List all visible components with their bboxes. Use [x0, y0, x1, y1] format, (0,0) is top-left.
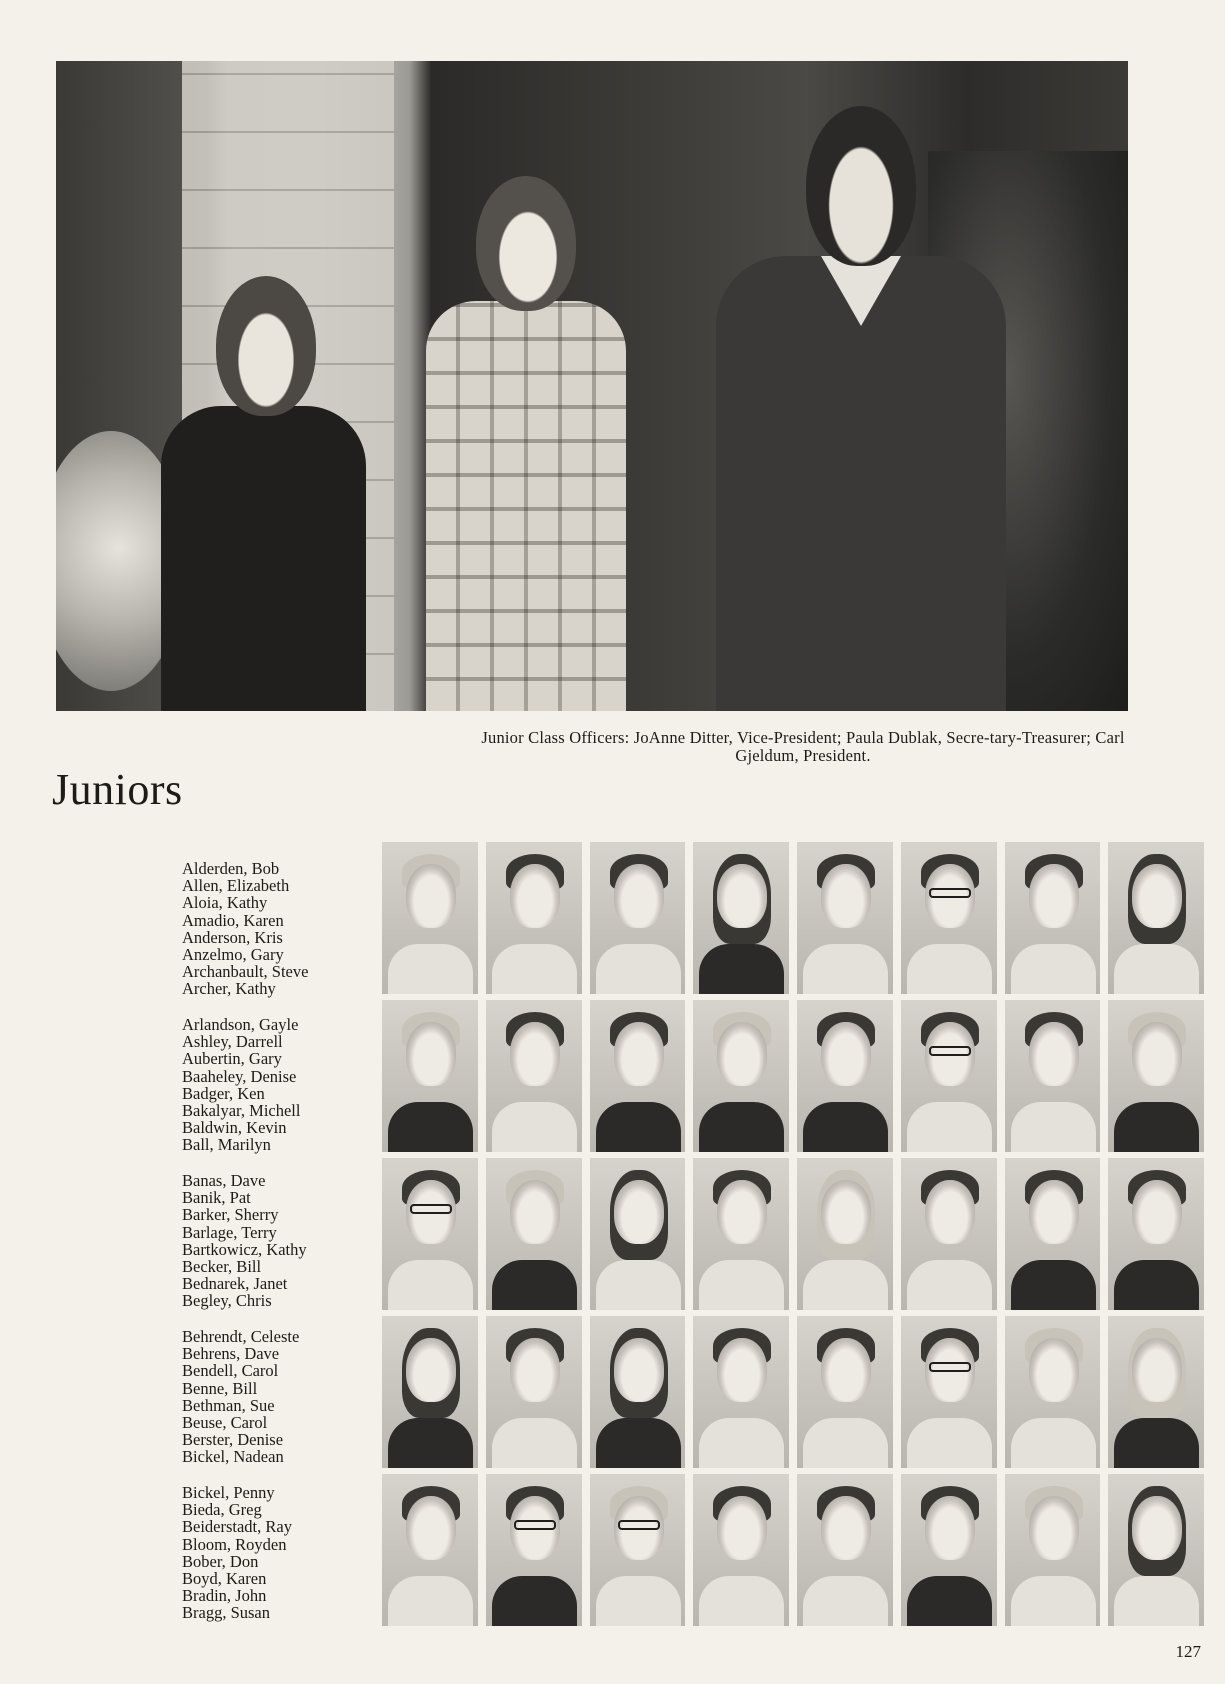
section-title: Juniors [52, 765, 183, 814]
officer-figure-left [161, 276, 366, 711]
student-portrait [1108, 1000, 1204, 1152]
student-name: Bartkowicz, Kathy [182, 1239, 307, 1259]
student-portrait [486, 1158, 582, 1310]
student-portrait [1005, 842, 1101, 994]
student-portrait [797, 1474, 893, 1626]
student-name: Bednarek, Janet [182, 1274, 288, 1294]
student-name: Alderden, Bob [182, 859, 280, 878]
student-name: Beuse, Carol [182, 1413, 268, 1433]
student-name: Ashley, Darrell [182, 1032, 283, 1052]
student-name: Berster, Denise [182, 1430, 284, 1450]
student-name: Bober, Don [182, 1551, 259, 1571]
portrait-row [382, 842, 1204, 994]
student-portrait [590, 1158, 686, 1310]
student-portrait [382, 842, 478, 994]
student-name: Begley, Chris [182, 1291, 272, 1311]
student-name: Banik, Pat [182, 1188, 251, 1208]
student-name: Baaheley, Denise [182, 1066, 297, 1086]
student-portrait [1108, 1158, 1204, 1310]
student-portrait [486, 1316, 582, 1468]
student-name: Barlage, Terry [182, 1222, 277, 1242]
student-portrait [590, 842, 686, 994]
student-name: Anderson, Kris [182, 927, 283, 947]
student-portrait [590, 1474, 686, 1626]
name-group [182, 1016, 372, 1172]
student-name: Baldwin, Kevin [182, 1118, 287, 1138]
student-portrait [486, 1474, 582, 1626]
student-name: Aloia, Kathy [182, 893, 268, 913]
student-name: Bieda, Greg [182, 1500, 262, 1520]
student-portrait [693, 1316, 789, 1468]
student-name: Banas, Dave [182, 1171, 266, 1190]
student-name: Barker, Sherry [182, 1205, 279, 1225]
student-portrait [797, 1158, 893, 1310]
student-portrait [382, 1158, 478, 1310]
student-name: Bickel, Nadean [182, 1447, 284, 1467]
student-portrait [590, 1000, 686, 1152]
student-portrait [486, 842, 582, 994]
student-portrait [1108, 1474, 1204, 1626]
student-name: Benne, Bill [182, 1378, 258, 1398]
officer-figure-middle [426, 176, 626, 711]
student-portrait [1005, 1000, 1101, 1152]
student-name: Bakalyar, Michell [182, 1101, 301, 1121]
student-name: Bloom, Royden [182, 1534, 287, 1554]
portrait-row [382, 1316, 1204, 1468]
photo-caption: Junior Class Officers: JoAnne Ditter, Vice-President; Paula Dublak, Secre-tary-Treasurer; Carl Gjeldum, President. [481, 728, 1125, 765]
officer-figure-right [716, 106, 1006, 711]
student-name: Allen, Elizabeth [182, 876, 290, 896]
student-portrait [1005, 1474, 1101, 1626]
student-name: Archer, Kathy [182, 979, 276, 999]
student-name: Bradin, John [182, 1586, 267, 1606]
student-portrait [797, 1316, 893, 1468]
student-portrait [693, 842, 789, 994]
class-officers-photo [56, 61, 1128, 711]
student-portrait [1108, 842, 1204, 994]
student-name: Becker, Bill [182, 1257, 262, 1277]
student-portrait [901, 1000, 997, 1152]
student-name: Aubertin, Gary [182, 1049, 282, 1069]
student-portrait [693, 1000, 789, 1152]
student-portrait [797, 842, 893, 994]
student-portrait [693, 1474, 789, 1626]
page-number: 127 [1175, 1642, 1201, 1661]
name-group [182, 1484, 372, 1640]
student-name: Bethman, Sue [182, 1395, 275, 1415]
student-portrait [901, 1474, 997, 1626]
student-name: Behrendt, Celeste [182, 1327, 300, 1346]
student-portrait [1005, 1158, 1101, 1310]
student-name: Boyd, Karen [182, 1569, 267, 1589]
name-group [182, 1328, 372, 1484]
student-name: Archanbault, Steve [182, 962, 309, 982]
student-portrait [382, 1316, 478, 1468]
student-portrait [901, 842, 997, 994]
student-portrait [486, 1000, 582, 1152]
student-name: Bragg, Susan [182, 1603, 270, 1623]
name-group [182, 860, 372, 1016]
name-group [182, 1172, 372, 1328]
student-name: Amadio, Karen [182, 910, 284, 930]
student-name: Arlandson, Gayle [182, 1015, 299, 1034]
student-portrait [693, 1158, 789, 1310]
student-portrait [382, 1000, 478, 1152]
student-name: Bickel, Penny [182, 1483, 275, 1502]
student-portrait [590, 1316, 686, 1468]
student-portrait [382, 1474, 478, 1626]
student-portrait [797, 1000, 893, 1152]
portrait-row [382, 1000, 1204, 1152]
student-name-list [182, 860, 372, 1640]
portrait-row [382, 1474, 1204, 1626]
student-name: Ball, Marilyn [182, 1135, 271, 1155]
student-name: Behrens, Dave [182, 1344, 280, 1364]
student-name: Beiderstadt, Ray [182, 1517, 292, 1537]
portrait-grid [382, 842, 1204, 1632]
student-portrait [1108, 1316, 1204, 1468]
student-name: Badger, Ken [182, 1083, 265, 1103]
student-portrait [901, 1158, 997, 1310]
student-portrait [901, 1316, 997, 1468]
student-portrait [1005, 1316, 1101, 1468]
student-name: Anzelmo, Gary [182, 945, 284, 965]
portrait-row [382, 1158, 1204, 1310]
student-name: Bendell, Carol [182, 1361, 279, 1381]
